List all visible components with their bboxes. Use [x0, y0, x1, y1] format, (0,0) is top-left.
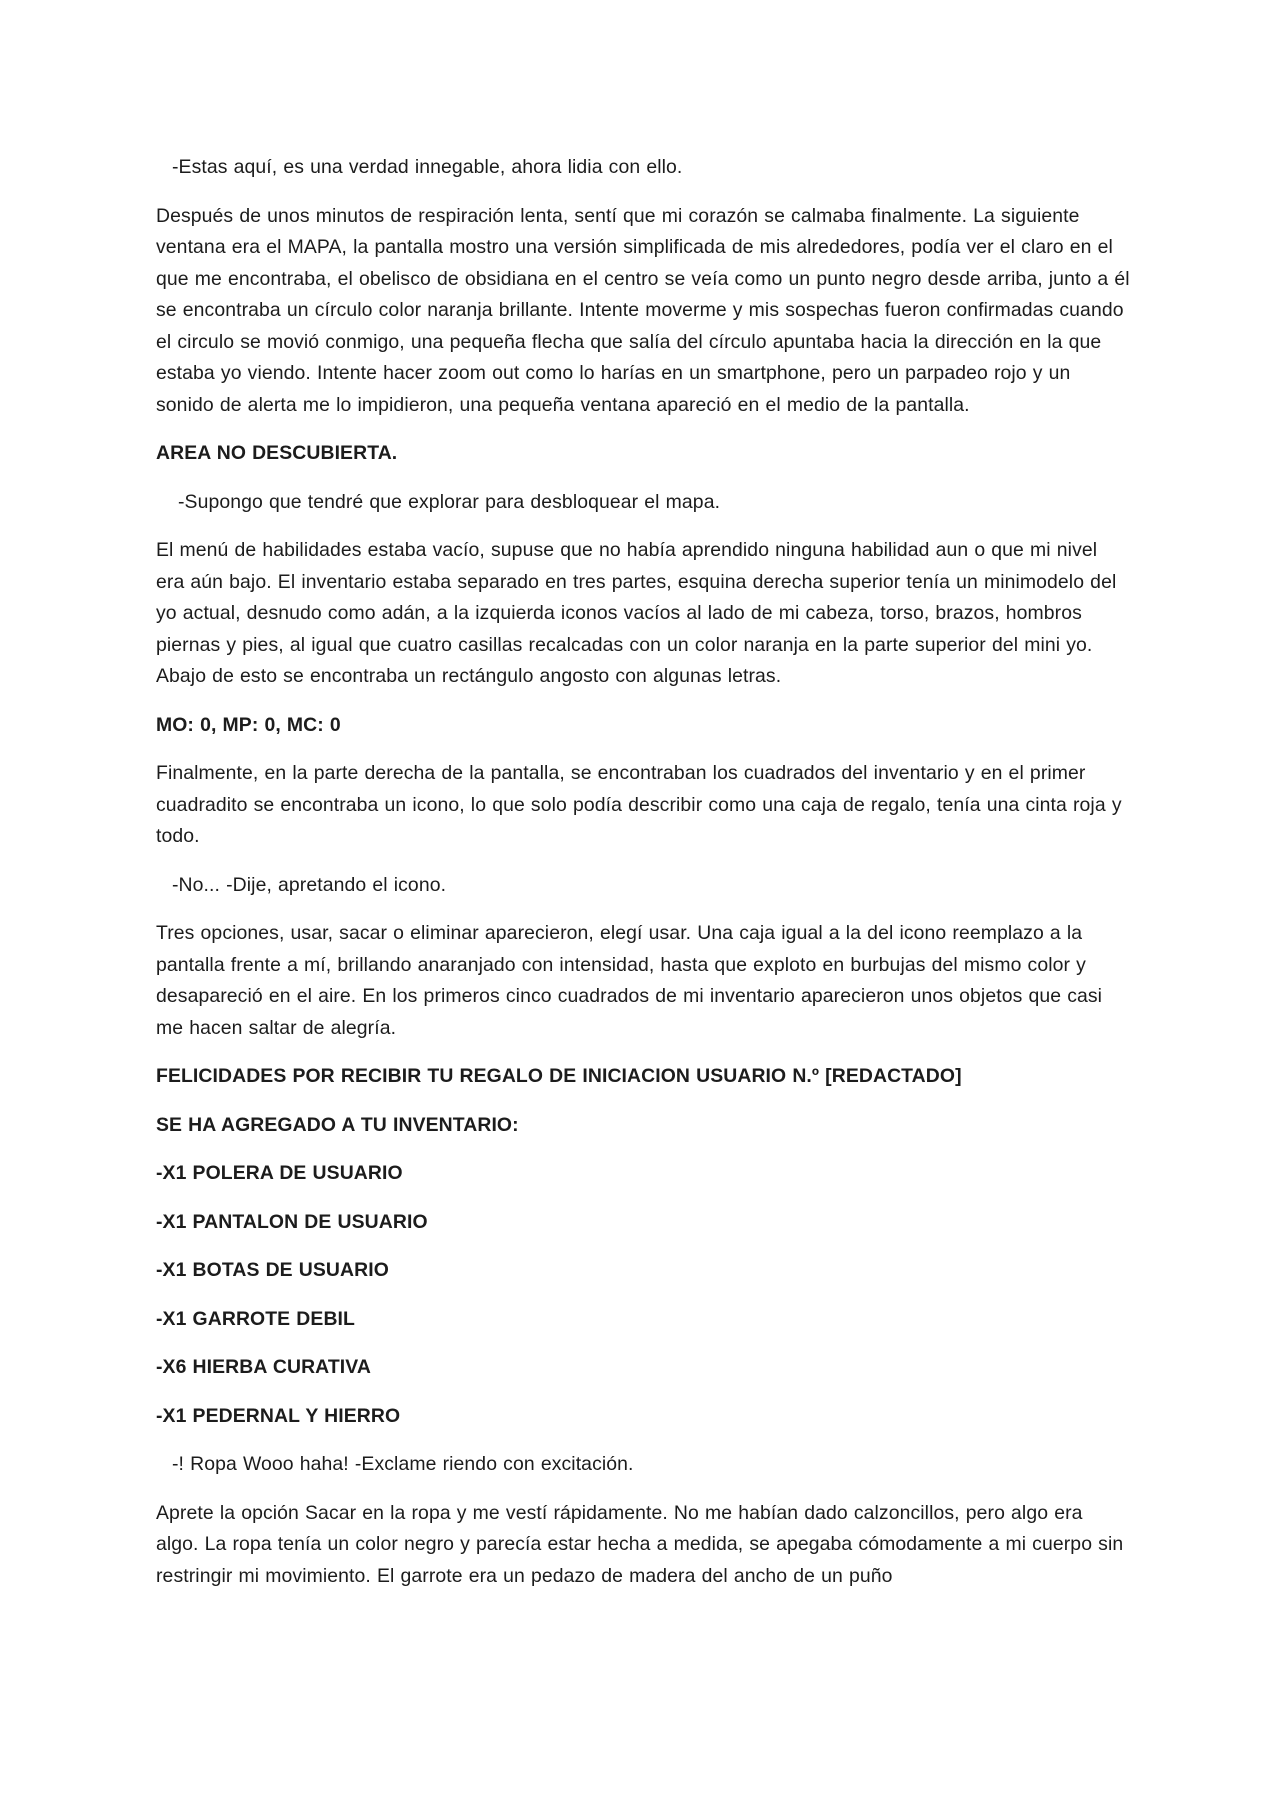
system-message: MO: 0, MP: 0, MC: 0 — [156, 713, 341, 736]
system-message: SE HA AGREGADO A TU INVENTARIO: — [156, 1113, 519, 1136]
body-paragraph: Finalmente, en la parte derecha de la pantalla, se encontraban los cuadrados del inventario y en el primer cuadradito se encontraba un icono, lo que solo podía describir como una caja de regalo, tenía una cinta roja y todo. — [156, 762, 1122, 847]
body-paragraph: Después de unos minutos de respiración lenta, sentí que mi corazón se calmaba finalmente. La siguiente ventana era el MAPA, la pantalla mostro una versión simplificada de mis alrededores, podía ver el claro en el que me encontraba, el obelisco de obsidiana en el centro se veía como un punto negro desde arriba, junto a él se encontraba un círculo color naranja brillante. Intente moverme y mis sospechas fueron confirmadas cuando el circulo se movió conmigo, una pequeña flecha que salía del círculo apuntaba hacia la dirección en la que estaba yo viendo. Intente hacer zoom out como lo harías en un smartphone, pero un parpadeo rojo y un sonido de alerta me lo impidieron, una pequeña ventana apareció en el medio de la pantalla. — [156, 204, 1130, 416]
inventory-item: -X1 BOTAS DE USUARIO — [156, 1259, 389, 1281]
inventory-item: -X1 POLERA DE USUARIO — [156, 1162, 403, 1184]
dialog-line: -Supongo que tendré que explorar para desbloquear el mapa. — [178, 490, 721, 513]
document-page — [156, 152, 1131, 1609]
inventory-item: -X1 GARROTE DEBIL — [156, 1307, 355, 1330]
system-message: FELICIDADES POR RECIBIR TU REGALO DE INICIACION USUARIO N.º [REDACTADO] — [156, 1065, 962, 1087]
inventory-item: -X6 HIERBA CURATIVA — [156, 1356, 371, 1378]
system-message: AREA NO DESCUBIERTA. — [156, 442, 398, 464]
inventory-item: -X1 PANTALON DE USUARIO — [156, 1210, 428, 1233]
dialog-line: -! Ropa Wooo haha! -Exclame riendo con excitación. — [172, 1453, 634, 1475]
body-paragraph: Tres opciones, usar, sacar o eliminar aparecieron, elegí usar. Una caja igual a la del icono reemplazo a la pantalla frente a mí, brillando anaranjado con intensidad, hasta que exploto en burbujas del mismo color y desapareció en el aire. En los primeros cinco cuadrados de mi inventario aparecieron unos objetos que casi me hacen saltar de alegría. — [156, 922, 1103, 1039]
inventory-item: -X1 PEDERNAL Y HIERRO — [156, 1404, 401, 1427]
dialog-line: -No... -Dije, apretando el icono. — [172, 873, 447, 896]
dialog-line: -Estas aquí, es una verdad innegable, ahora lidia con ello. — [172, 156, 683, 178]
body-paragraph: El menú de habilidades estaba vacío, supuse que no había aprendido ninguna habilidad aun o que mi nivel era aún bajo. El inventario estaba separado en tres partes, esquina derecha superior tenía un minimodelo del yo actual, desnudo como adán, a la izquierda iconos vacíos al lado de mi cabeza, torso, brazos, hombros piernas y pies, al igual que cuatro casillas recalcadas con un color naranja en la parte superior del mini yo. Abajo de esto se encontraba un rectángulo angosto con algunas letras. — [156, 539, 1117, 687]
body-paragraph: Aprete la opción Sacar en la ropa y me vestí rápidamente. No me habían dado calzoncillos, pero algo era algo. La ropa tenía un color negro y parecía estar hecha a medida, se apegaba cómodamente a mi cuerpo sin restringir mi movimiento. El garrote era un pedazo de madera del ancho de un puño — [156, 1501, 1124, 1587]
